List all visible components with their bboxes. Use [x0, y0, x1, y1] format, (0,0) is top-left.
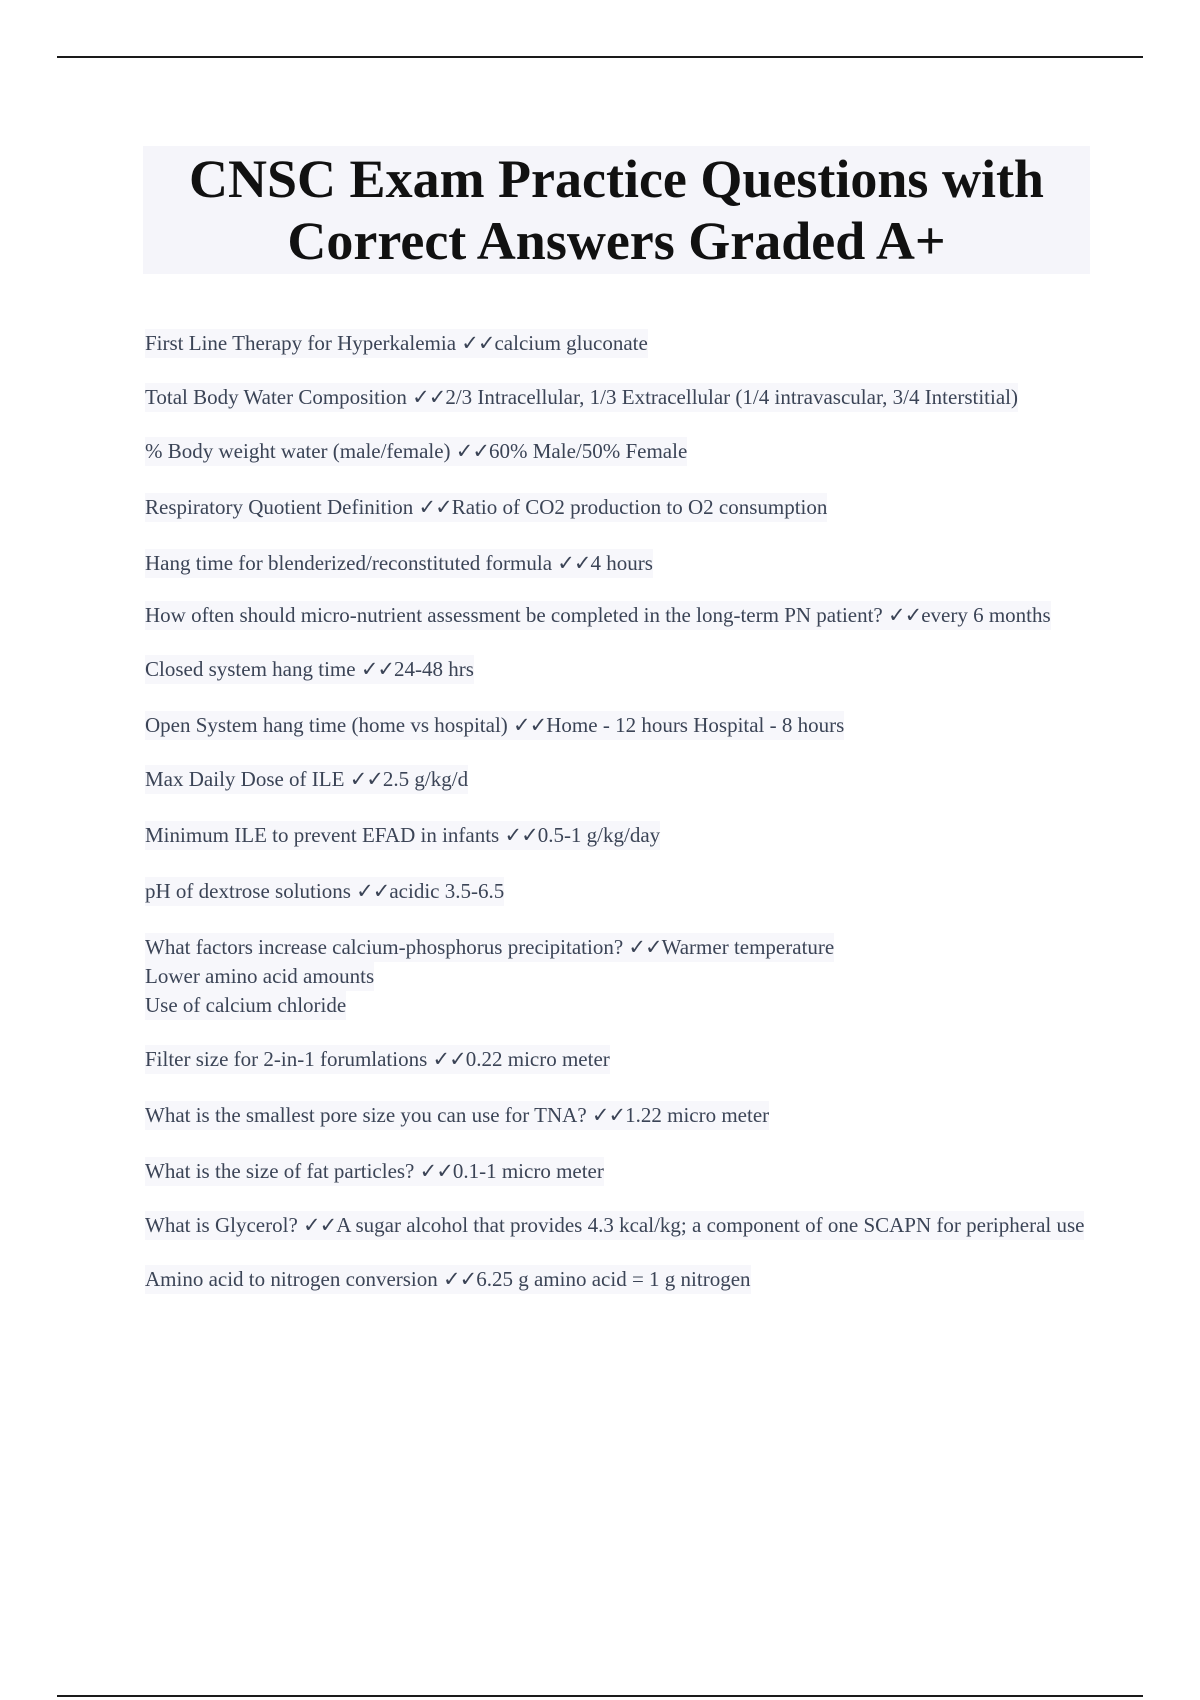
- answer-text: Warmer temperature: [661, 935, 835, 959]
- answer-text: 1.22 micro meter: [625, 1103, 770, 1127]
- answer-text: 6.25 g amino acid = 1 g nitrogen: [476, 1267, 751, 1291]
- question-text: What is Glycerol?: [145, 1213, 304, 1237]
- title-block: [143, 146, 1090, 274]
- qa-item: [145, 1265, 1090, 1294]
- qa-item: [145, 933, 1090, 1020]
- question-text: pH of dextrose solutions: [145, 879, 357, 903]
- double-check-icon: ✓✓: [628, 935, 662, 959]
- double-check-icon: ✓✓: [513, 713, 547, 737]
- qa-line: [145, 765, 468, 794]
- qa-line: [145, 1211, 1084, 1240]
- question-text: Hang time for blenderized/reconstituted formula: [145, 551, 558, 575]
- qa-line: [145, 549, 653, 578]
- double-check-icon: ✓✓: [888, 603, 922, 627]
- qa-item: [145, 601, 1090, 630]
- qa-line: [145, 437, 687, 466]
- qa-item: [145, 1211, 1090, 1240]
- double-check-icon: ✓✓: [461, 331, 495, 355]
- double-check-icon: ✓✓: [432, 1047, 466, 1071]
- answer-text: 0.5-1 g/kg/day: [537, 823, 661, 847]
- qa-line: [145, 1265, 751, 1294]
- double-check-icon: ✓✓: [356, 879, 390, 903]
- double-check-icon: ✓✓: [455, 439, 489, 463]
- answer-text: acidic 3.5-6.5: [389, 879, 505, 903]
- double-check-icon: ✓✓: [557, 551, 591, 575]
- qa-item: [145, 877, 1090, 906]
- answer-text: 4 hours: [590, 551, 653, 575]
- double-check-icon: ✓✓: [419, 1159, 453, 1183]
- question-text: Closed system hang time: [145, 657, 361, 681]
- qa-line: [145, 329, 648, 358]
- answer-text: 0.1-1 micro meter: [452, 1159, 604, 1183]
- question-text: Amino acid to nitrogen conversion: [145, 1267, 444, 1291]
- question-text: What factors increase calcium-phosphorus precipitation?: [145, 935, 629, 959]
- qa-item: [145, 329, 1090, 358]
- qa-item: [145, 437, 1090, 466]
- qa-line: [145, 493, 827, 522]
- answer-text: 24-48 hrs: [394, 657, 474, 681]
- question-text: Minimum ILE to prevent EFAD in infants: [145, 823, 505, 847]
- header-rule: [57, 56, 1143, 58]
- double-check-icon: ✓✓: [443, 1267, 477, 1291]
- question-text: What is the smallest pore size you can use for TNA?: [145, 1103, 592, 1127]
- qa-line: [145, 1157, 604, 1186]
- qa-item: [145, 1045, 1090, 1074]
- qa-line: [145, 1045, 610, 1074]
- title-line-1: CNSC Exam Practice Questions with: [189, 149, 1044, 209]
- footer-rule: [57, 1695, 1143, 1697]
- qa-line: [145, 655, 474, 684]
- double-check-icon: ✓✓: [360, 657, 395, 681]
- qa-item: [145, 711, 1090, 740]
- answer-text: 2.5 g/kg/d: [382, 767, 469, 791]
- question-text: Filter size for 2-in-1 forumlations: [145, 1047, 433, 1071]
- question-text: What is the size of fat particles?: [145, 1159, 420, 1183]
- qa-line: [145, 933, 834, 962]
- answer-text: A sugar alcohol that provides 4.3 kcal/kg; a component of one SCAPN for peripheral use: [336, 1213, 1085, 1237]
- question-text: Respiratory Quotient Definition: [145, 495, 419, 519]
- question-text: First Line Therapy for Hyperkalemia: [145, 331, 462, 355]
- title-line-2: Correct Answers Graded A+: [287, 211, 946, 271]
- qa-line: [145, 821, 660, 850]
- answer-extra-line: Use of calcium chloride: [145, 991, 346, 1020]
- double-check-icon: ✓✓: [412, 385, 446, 409]
- qa-line: [145, 1101, 769, 1130]
- answer-text: calcium gluconate: [494, 331, 648, 355]
- answer-text: 2/3 Intracellular, 1/3 Extracellular (1/4 intravascular, 3/4 Interstitial): [445, 385, 1018, 409]
- qa-item: [145, 383, 1090, 412]
- double-check-icon: ✓✓: [591, 1103, 626, 1127]
- double-check-icon: ✓✓: [303, 1213, 337, 1237]
- question-text: Total Body Water Composition: [145, 385, 413, 409]
- answer-text: every 6 months: [921, 603, 1051, 627]
- qa-item: [145, 549, 1090, 578]
- qa-line: [145, 383, 1018, 412]
- question-text: Open System hang time (home vs hospital): [145, 713, 514, 737]
- qa-line: [145, 877, 504, 906]
- qa-item: [145, 765, 1090, 794]
- document-title: [189, 148, 1044, 272]
- qa-item: [145, 1157, 1090, 1186]
- question-text: Max Daily Dose of ILE: [145, 767, 350, 791]
- double-check-icon: ✓✓: [418, 495, 452, 519]
- double-check-icon: ✓✓: [349, 767, 383, 791]
- answer-text: 60% Male/50% Female: [489, 439, 688, 463]
- answer-text: Home - 12 hours Hospital - 8 hours: [546, 713, 845, 737]
- answer-text: 0.22 micro meter: [465, 1047, 610, 1071]
- qa-list: [145, 304, 1090, 1294]
- question-text: How often should micro-nutrient assessment be completed in the long-term PN patient?: [145, 603, 888, 627]
- qa-item: [145, 1101, 1090, 1130]
- answer-text: Ratio of CO2 production to O2 consumption: [451, 495, 828, 519]
- qa-item: [145, 493, 1090, 522]
- qa-item: [145, 655, 1090, 684]
- question-text: % Body weight water (male/female): [145, 439, 456, 463]
- qa-line: [145, 601, 1051, 630]
- double-check-icon: ✓✓: [504, 823, 538, 847]
- qa-line: [145, 711, 844, 740]
- qa-item: [145, 821, 1090, 850]
- answer-extra-line: Lower amino acid amounts: [145, 962, 374, 991]
